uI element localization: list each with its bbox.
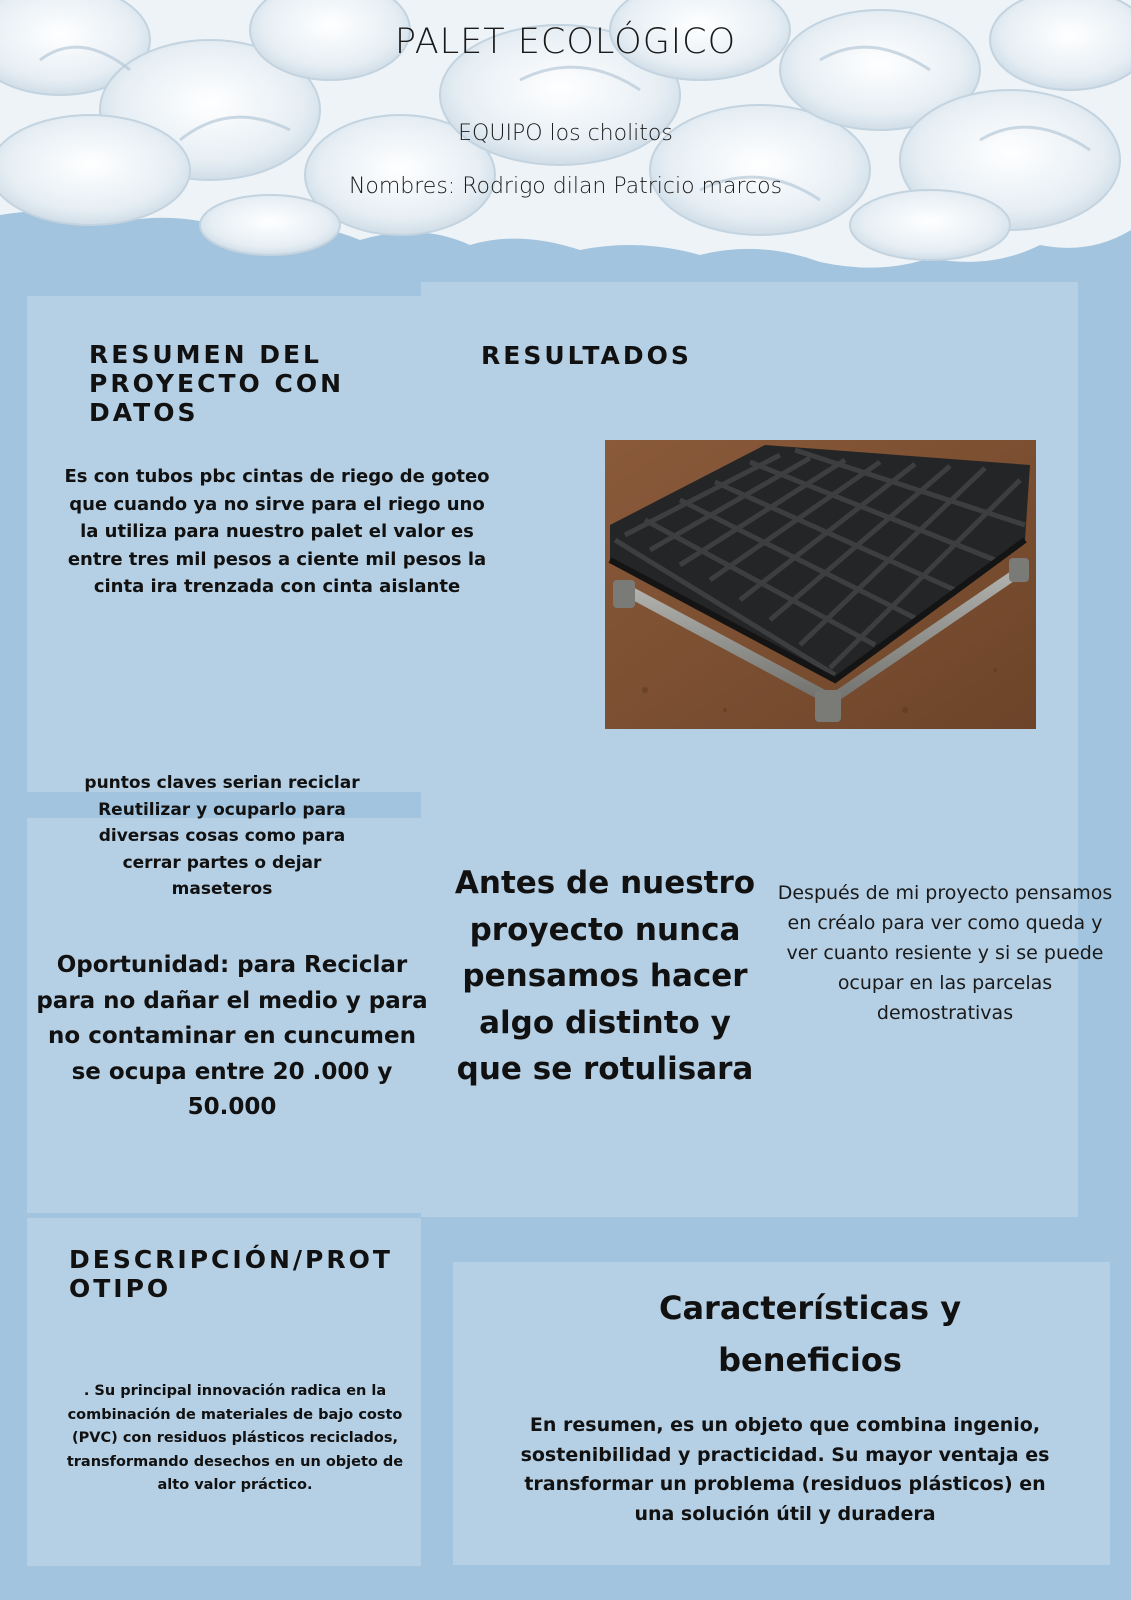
poster-title: PALET ECOLÓGICO [394,22,737,62]
features-heading: Características y beneficios [658,1289,962,1379]
results-heading: RESULTADOS [481,341,692,370]
summary-body: Es con tubos pbc cintas de riego de goteo que cuando ya no sirve para el riego uno la utiliza para nuestro palet el valor es entre tres mil pesos a ciente mil pesos la cinta ira trenzada con cinta aislante [64,466,490,597]
summary-heading: RESUMEN DEL PROYECTO CON DATOS [89,340,344,427]
features-body: En resumen, es un objeto que combina ingenio, sostenibilidad y practicidad. Su mayor ventaja es transformar un problema (residuos plásticos) en una solución útil y duradera [520,1414,1050,1525]
key-points: puntos claves serian reciclar Reutilizar y ocuparlo para diversas cosas como para cerrar partes o dejar maseteros [84,773,360,899]
pallet-prototype-photo [605,440,1036,729]
before-project-text: Antes de nuestro proyecto nunca pensamos hacer algo distinto y que se rotulisara [454,865,756,1087]
description-body: . Su principal innovación radica en la combinación de materiales de bajo costo (PVC) con residuos plásticos reciclados, transformando desechos en un objeto de alto valor práctico. [66,1383,404,1493]
description-heading: DESCRIPCIÓN/PROTOTIPO [69,1245,393,1303]
opportunity-text: Oportunidad: para Reciclar para no dañar el medio y para no contaminar en cuncumen se ocupa entre 20 .000 y 50.000 [36,952,428,1120]
team-name: EQUIPO los cholitos [458,121,673,146]
after-project-text: Después de mi proyecto pensamos en créalo para ver como queda y ver cuanto resiente y si se puede ocupar en las parcelas demostrativas [777,882,1113,1024]
member-names: Nombres: Rodrigo dilan Patricio marcos [348,174,783,199]
